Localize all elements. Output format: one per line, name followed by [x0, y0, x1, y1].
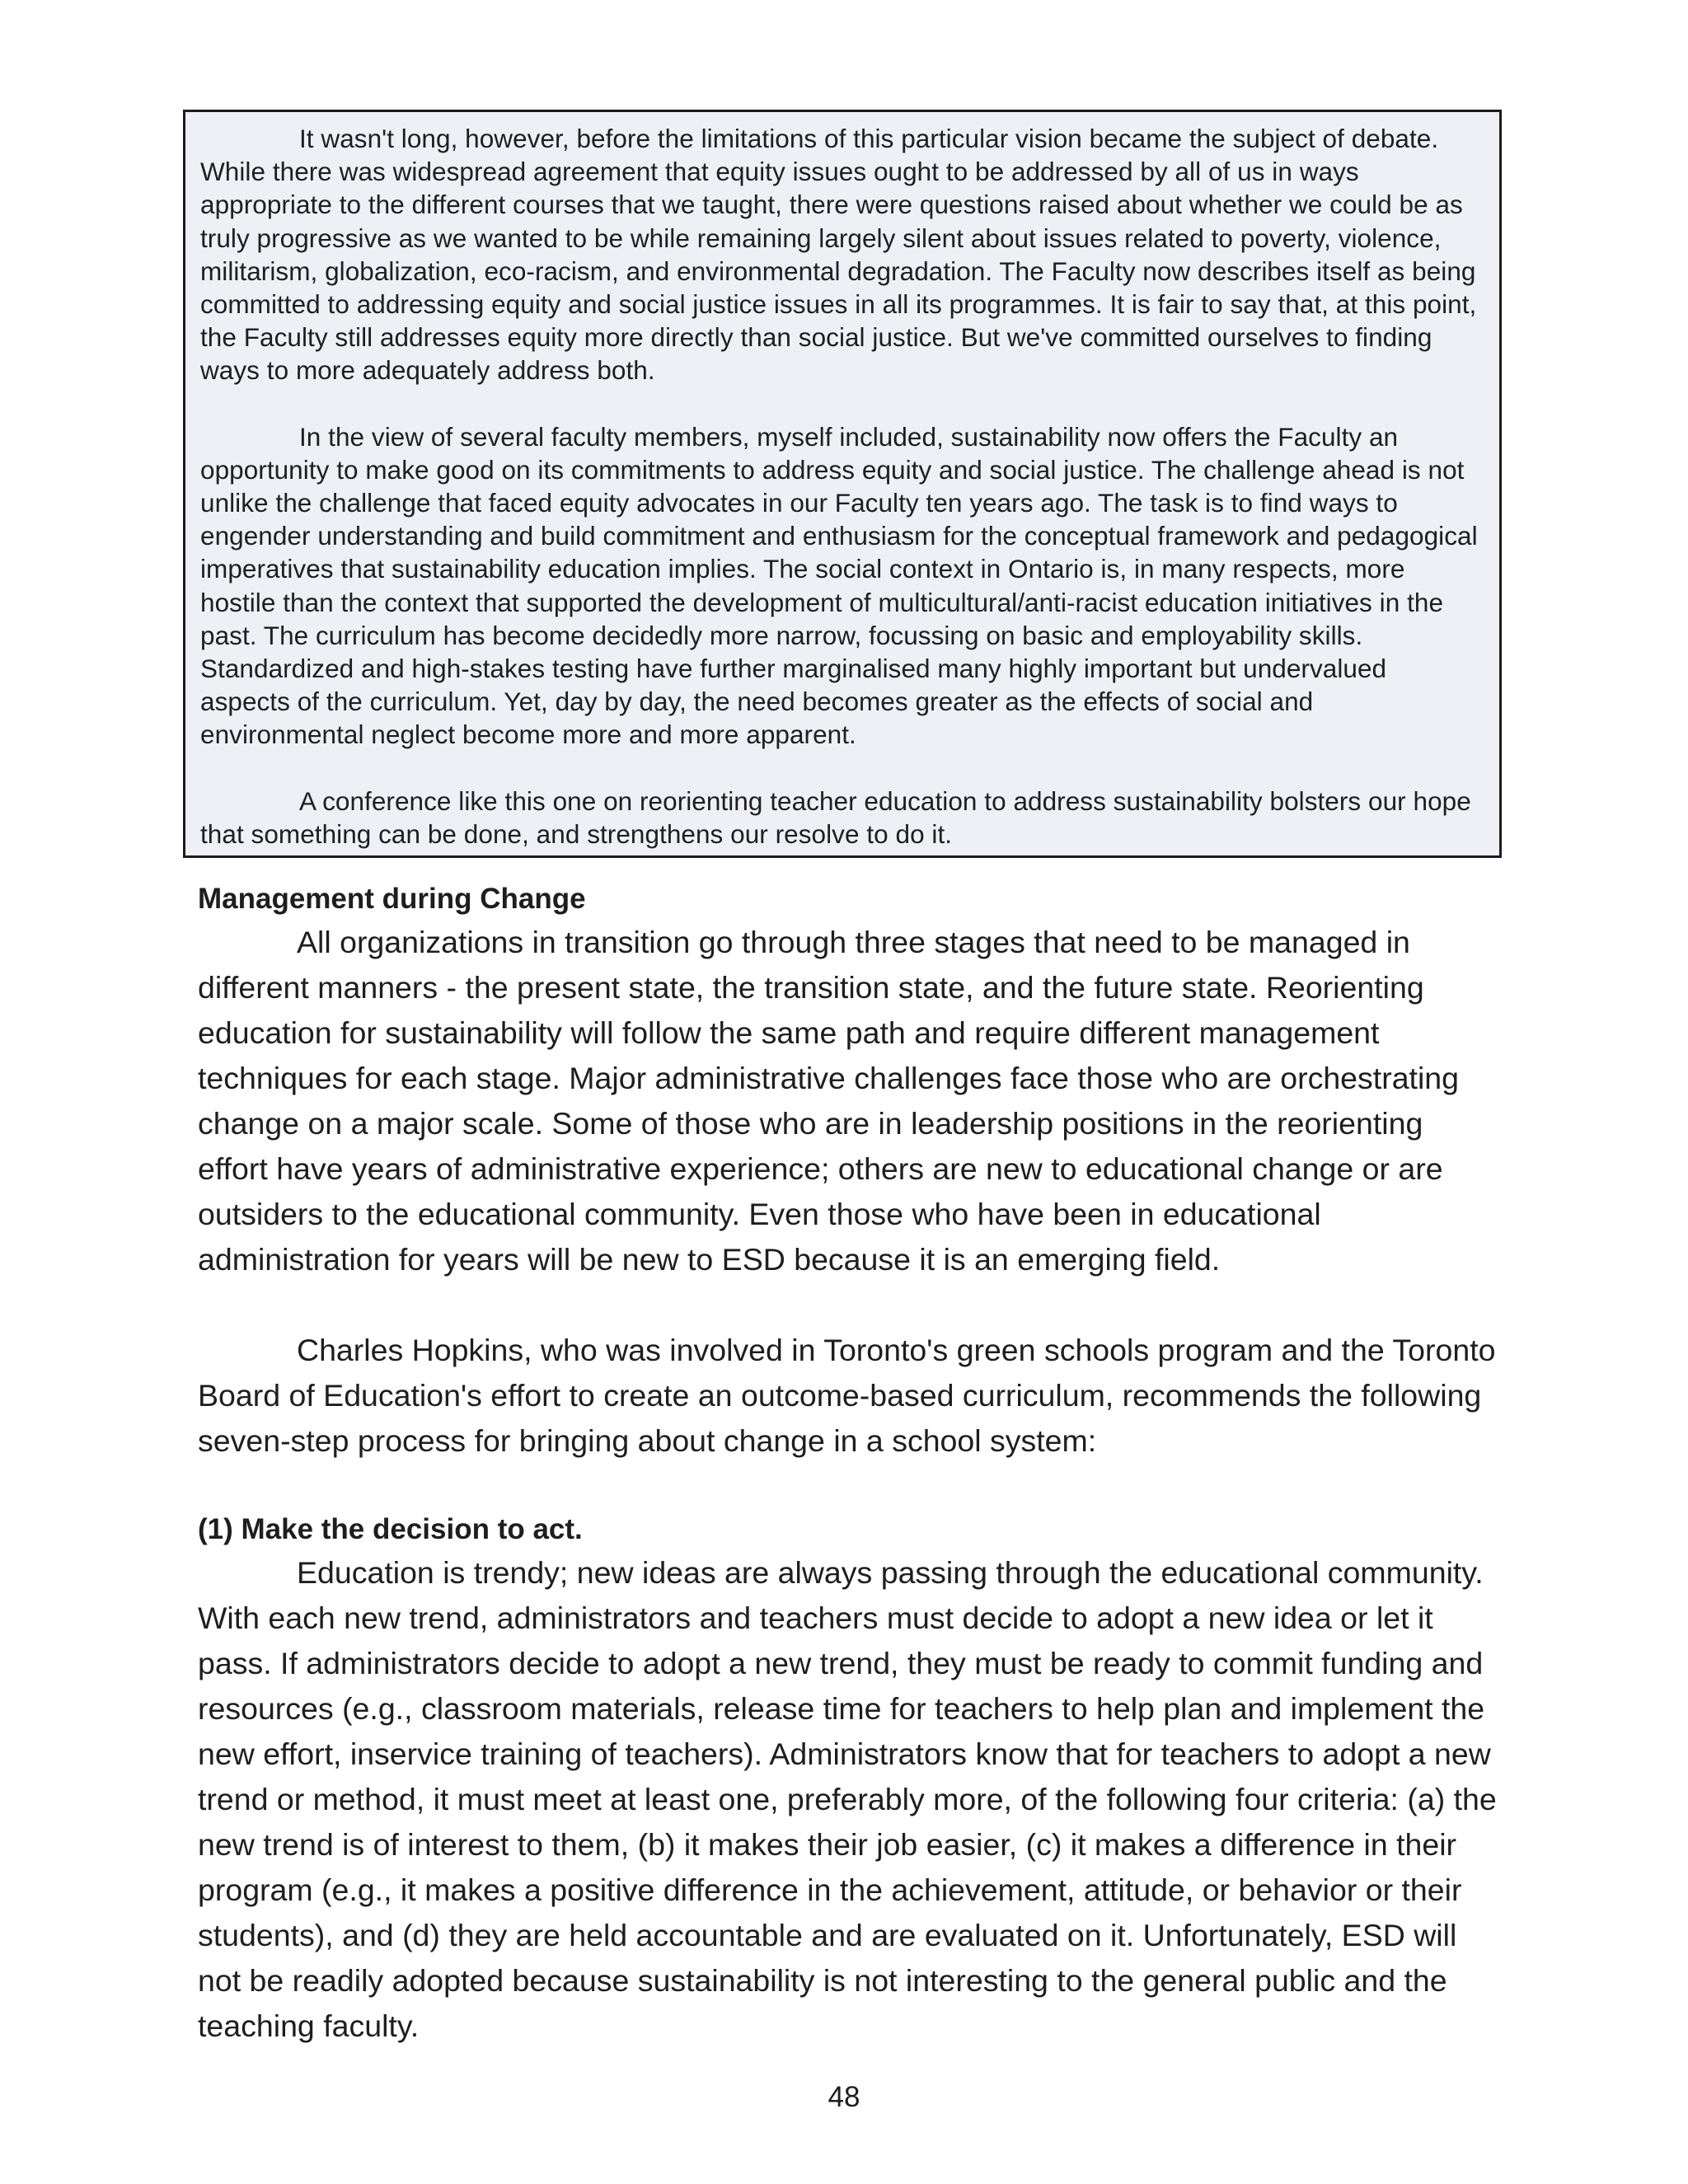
boxed-quotation	[183, 110, 1502, 858]
section-paragraph-1: All organizations in transition go through three stages that need to be managed in different manners - the present state, the transition state, and the future state. Reorienting education for sustainability will follow the same path and require different management techniques for each stage. Major administrative challenges face those who are orchestrating change on a major scale. Some of those who are in leadership positions in the reorienting effort have years of administrative experience; others are new to educational change or are outsiders to the educational community. Even those who have been in educational administration for years will be new to ESD because it is an emerging field.	[198, 925, 1460, 1277]
section-paragraph-2: Charles Hopkins, who was involved in Toronto's green schools program and the Toronto Board of Education's effort to create an outcome-based curriculum, recommends the following seven-step process for bringing about change in a school system:	[198, 1333, 1496, 1458]
quote-paragraph-2: In the view of several faculty members, myself included, sustainability now offers the Faculty an opportunity to make good on its commitments to address equity and social justice. The challenge ahead is not unlike the challenge that faced equity advocates in our Faculty ten years ago. The task is to find ways to engender understanding and build commitment and enthusiasm for the conceptual framework and pedagogical imperatives that sustainability education implies. The social context in Ontario is, in many respects, more hostile than the context that supported the development of multicultural/anti-racist education initiatives in the past. The curriculum has become decidedly more narrow, focussing on basic and employability skills. Standardized and high-stakes testing have further marginalised many highly important but undervalued aspects of the curriculum. Yet, day by day, the need becomes greater as the effects of social and environmental neglect become more and more apparent.	[200, 421, 1478, 750]
paragraph-spacer	[198, 1464, 1500, 1509]
section-heading: Management during Change	[198, 883, 586, 915]
page-number: 48	[828, 2081, 860, 2113]
quote-paragraph-1: It wasn't long, however, before the limitations of this particular vision became the subject of debate. While there was widespread agreement that equity issues ought to be addressed by all of us in ways appropriate to the different courses that we taught, there were questions raised about whether we could be as truly progressive as we wanted to be while remaining largely silent about issues related to poverty, violence, militarism, globalization, eco-racism, and environmental degradation. The Faculty now describes itself as being committed to addressing equity and social justice issues in all its programmes. It is fair to say that, at this point, the Faculty still addresses equity more directly than social justice. But we've committed ourselves to finding ways to more adequately address both.	[200, 124, 1477, 386]
body-text	[198, 879, 1500, 2049]
step-1-heading: (1) Make the decision to act.	[198, 1513, 583, 1545]
step-1-paragraph: Education is trendy; new ideas are always passing through the educational community. With each new trend, administrators and teachers must decide to adopt a new idea or let it pass. If administrators decide to adopt a new trend, they must be ready to commit funding and resources (e.g., classroom materials, release time for teachers to help plan and implement the new effort, inservice training of teachers). Administrators know that for teachers to adopt a new trend or method, it must meet at least one, preferably more, of the following four criteria: (a) the new trend is of interest to them, (b) it makes their job easier, (c) it makes a difference in their program (e.g., it makes a positive difference in the achievement, attitude, or behavior or their students), and (d) they are held accountable and are evaluated on it. Unfortunately, ESD will not be readily adopted because sustainability is not interesting to the general public and the teaching faculty.	[198, 1555, 1497, 2043]
paragraph-spacer	[198, 1282, 1500, 1328]
quote-paragraph-3: A conference like this one on reorienting teacher education to address sustainability bolsters our hope that something can be done, and strengthens our resolve to do it.	[200, 785, 1471, 849]
